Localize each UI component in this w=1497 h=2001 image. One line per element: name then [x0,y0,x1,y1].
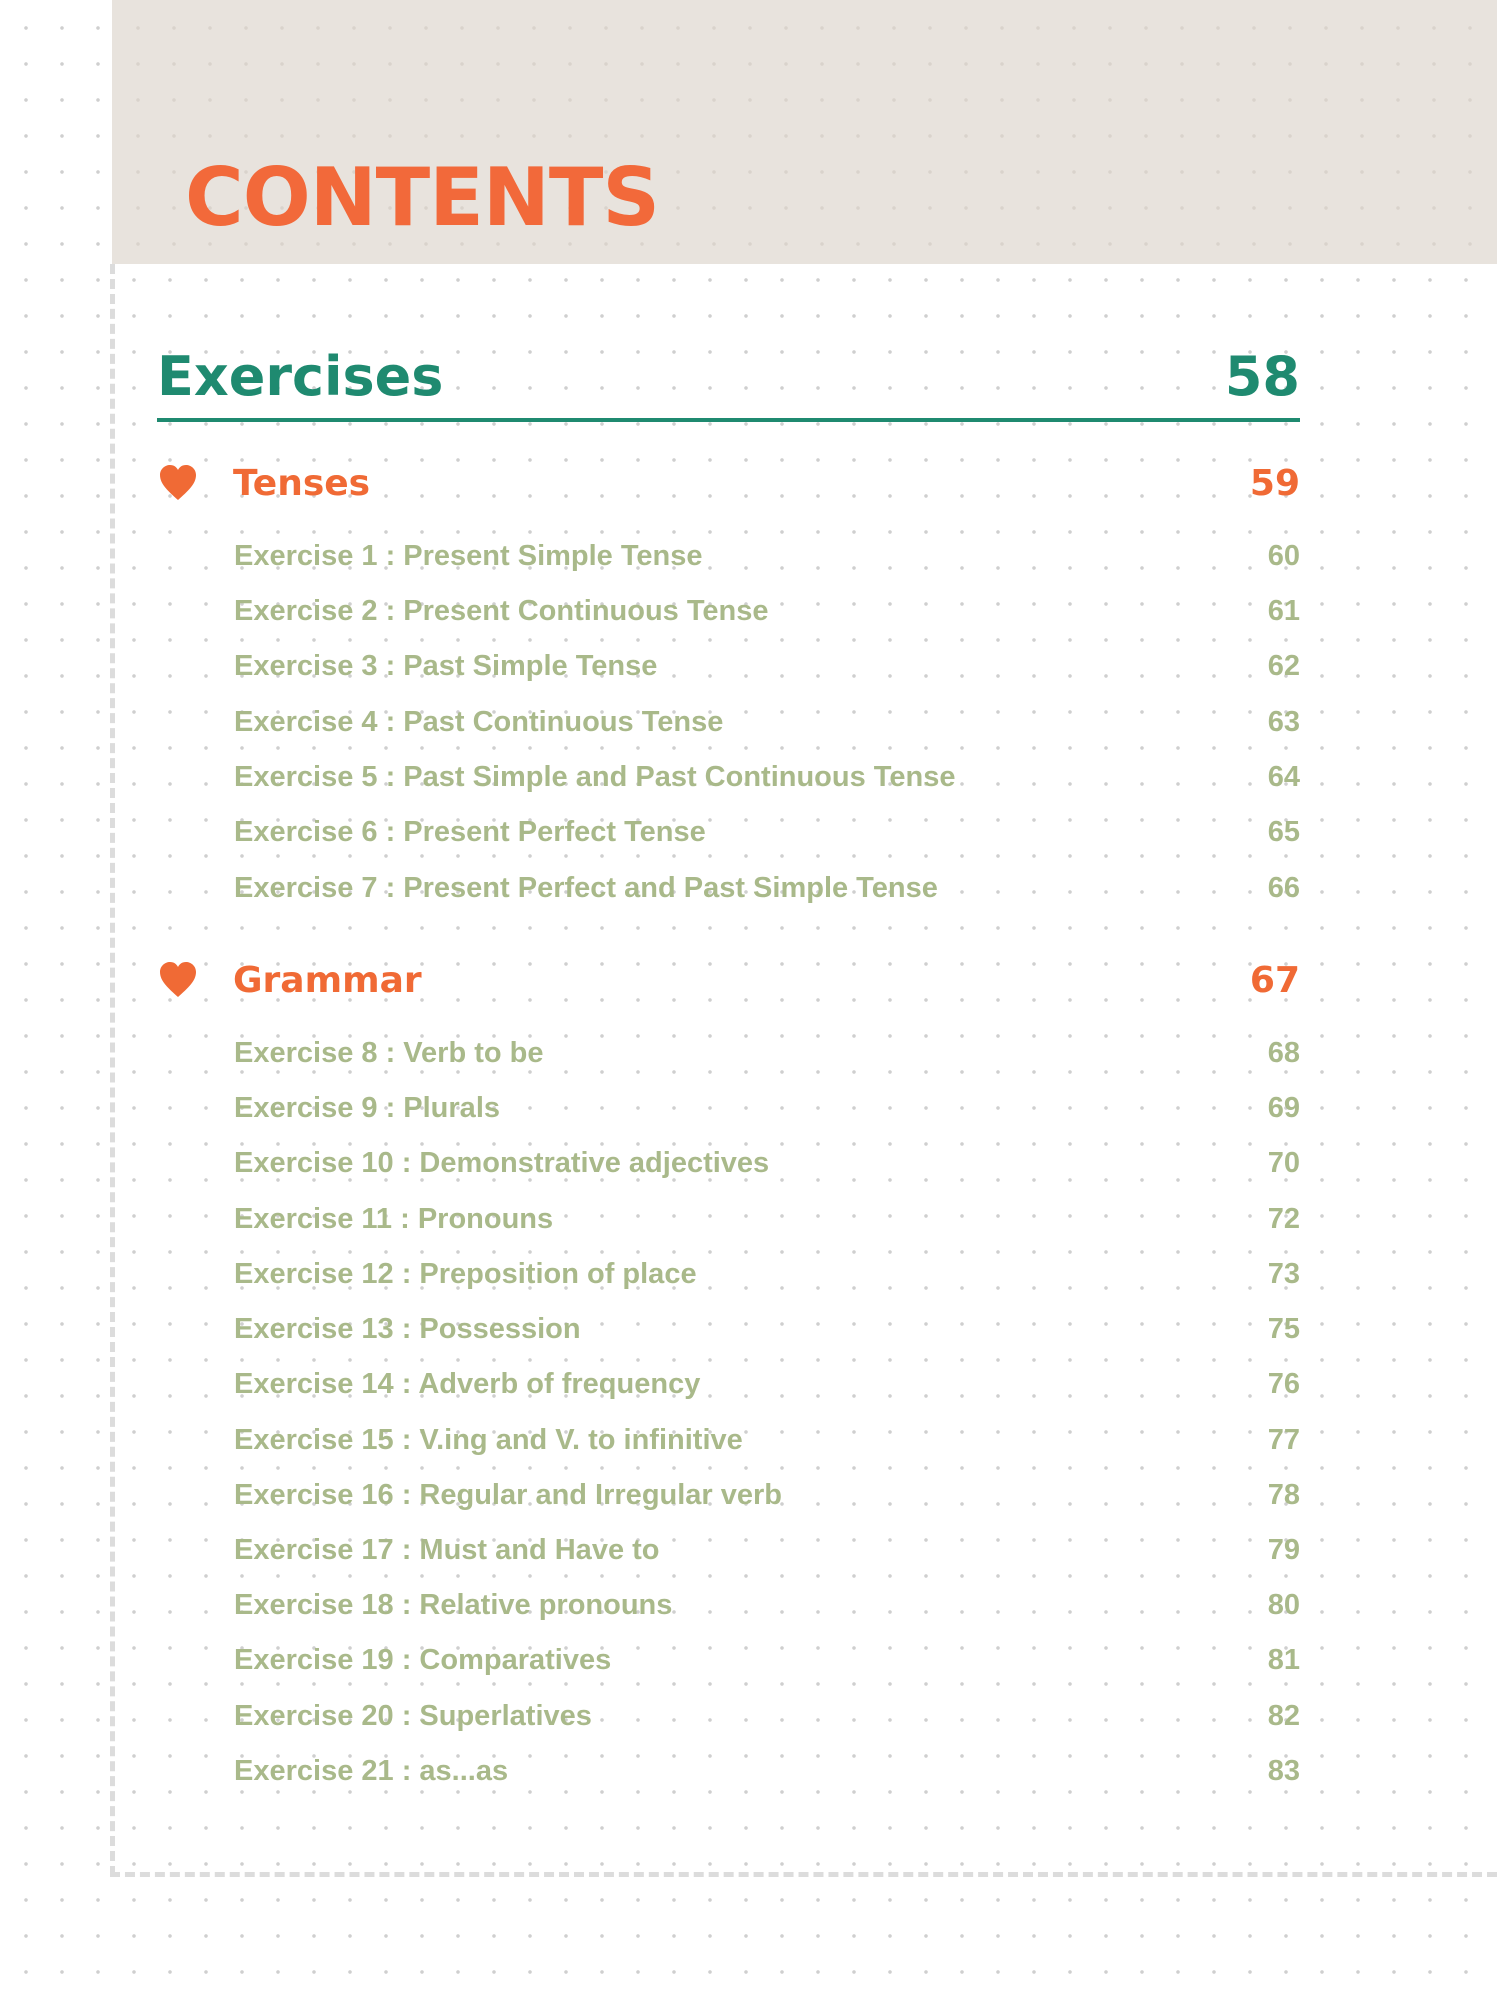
section-divider [157,418,1300,422]
entry-page: 65 [1267,815,1300,848]
toc-entry[interactable] [234,1364,1300,1404]
entry-label: Exercise 10 : Demonstrative adjectives [234,1146,770,1179]
entry-label: Exercise 9 : Plurals [234,1091,500,1124]
entry-page: 82 [1267,1699,1300,1732]
heart-icon [157,959,199,1001]
toc-entry[interactable] [234,1033,1300,1073]
entry-page: 77 [1267,1423,1300,1456]
category-page: 67 [1249,959,1300,1001]
toc-entry[interactable] [234,1696,1300,1736]
entry-label: Exercise 15 : V.ing and V. to infinitive [234,1423,743,1456]
entry-page: 69 [1267,1091,1300,1124]
section-title: Exercises [157,345,444,408]
entry-label: Exercise 8 : Verb to be [234,1036,544,1069]
frame-border-left [110,264,115,1876]
category-tenses[interactable] [157,458,1300,508]
toc-entry[interactable] [234,1420,1300,1460]
toc-entry[interactable] [234,536,1300,576]
entry-label: Exercise 5 : Past Simple and Past Continuous Tense [234,760,956,793]
entry-page: 75 [1267,1312,1300,1345]
frame-border-bottom [110,1872,1497,1877]
page-title: CONTENTS [185,151,660,244]
entry-page: 61 [1267,594,1300,627]
entry-label: Exercise 11 : Pronouns [234,1202,554,1235]
toc-entry[interactable] [234,646,1300,686]
entry-label: Exercise 4 : Past Continuous Tense [234,705,724,738]
toc-entry[interactable] [234,591,1300,631]
toc-entry[interactable] [234,812,1300,852]
entry-page: 64 [1267,760,1300,793]
toc-entry[interactable] [234,1088,1300,1128]
entry-page: 76 [1267,1367,1300,1400]
entry-page: 63 [1267,705,1300,738]
entry-label: Exercise 16 : Regular and Irregular verb [234,1478,783,1511]
category-title: Tenses [233,462,371,504]
entry-page: 73 [1267,1257,1300,1290]
section-heading [157,345,1300,408]
toc-entry[interactable] [234,1530,1300,1570]
entry-label: Exercise 6 : Present Perfect Tense [234,815,706,848]
entry-label: Exercise 7 : Present Perfect and Past Simple Tense [234,871,938,904]
entry-label: Exercise 19 : Comparatives [234,1643,612,1676]
entry-label: Exercise 3 : Past Simple Tense [234,649,658,682]
entry-label: Exercise 20 : Superlatives [234,1699,592,1732]
entry-label: Exercise 13 : Possession [234,1312,581,1345]
entry-page: 79 [1267,1533,1300,1566]
entry-page: 80 [1267,1588,1300,1621]
entry-page: 62 [1267,649,1300,682]
toc-entry[interactable] [234,1254,1300,1294]
category-title: Grammar [233,959,422,1001]
toc-entry[interactable] [234,1143,1300,1183]
toc-entry[interactable] [234,702,1300,742]
entry-page: 72 [1267,1202,1300,1235]
entry-label: Exercise 18 : Relative pronouns [234,1588,673,1621]
toc-entry[interactable] [234,1585,1300,1625]
entry-page: 60 [1267,539,1300,572]
toc-entry[interactable] [234,1640,1300,1680]
entry-page: 83 [1267,1754,1300,1787]
entry-label: Exercise 14 : Adverb of frequency [234,1367,701,1400]
entry-label: Exercise 2 : Present Continuous Tense [234,594,769,627]
category-page: 59 [1249,462,1300,504]
toc-entry[interactable] [234,757,1300,797]
entry-page: 66 [1267,871,1300,904]
toc-entry[interactable] [234,1199,1300,1239]
heart-icon [157,462,199,504]
toc-entry[interactable] [234,1309,1300,1349]
section-page: 58 [1224,345,1300,408]
entry-page: 78 [1267,1478,1300,1511]
toc-entry[interactable] [234,868,1300,908]
entry-page: 68 [1267,1036,1300,1069]
entry-label: Exercise 17 : Must and Have to [234,1533,660,1566]
toc-entry[interactable] [234,1475,1300,1515]
category-grammar[interactable] [157,955,1300,1005]
entry-label: Exercise 1 : Present Simple Tense [234,539,703,572]
entry-label: Exercise 21 : as...as [234,1754,509,1787]
entry-label: Exercise 12 : Preposition of place [234,1257,697,1290]
entry-page: 81 [1267,1643,1300,1676]
entry-page: 70 [1267,1146,1300,1179]
toc-entry[interactable] [234,1751,1300,1791]
